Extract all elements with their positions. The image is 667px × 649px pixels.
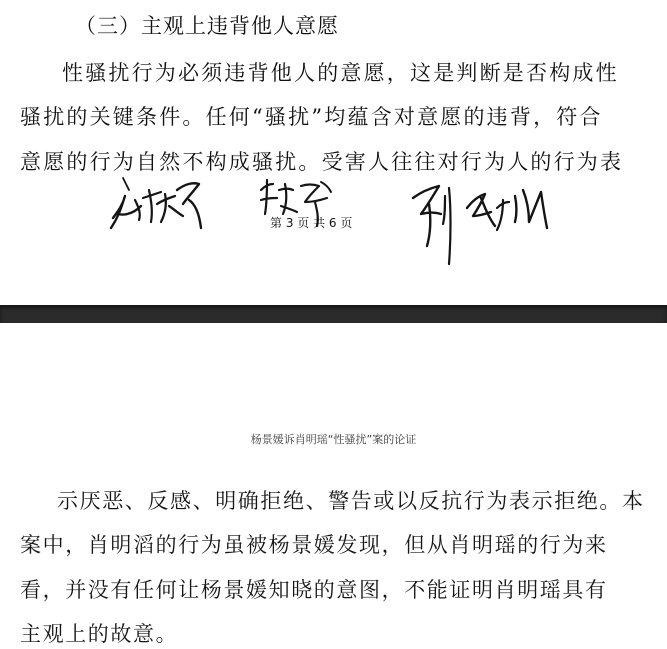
handwritten-signature: [405, 178, 575, 268]
page-number: 第 3 页 共 6 页: [270, 216, 353, 230]
body-text-line: 看，并没有任何让杨景媛知晓的意图，不能证明肖明瑶具有: [20, 578, 608, 602]
body-text-line: 案中，肖明滔的行为虽被杨景媛发现，但从肖明瑶的行为来: [20, 533, 608, 557]
running-header: 杨景媛诉肖明瑶“性骚扰”案的论证: [250, 433, 417, 446]
paragraph-line: 性骚扰行为必须违背他人的意愿，这是判断是否构成性: [62, 61, 619, 85]
page-separator: [0, 305, 667, 323]
section-heading: （三）主观上违背他人意愿: [75, 14, 339, 38]
document-page-upper: [0, 0, 667, 305]
body-text-line: 主观上的故意。: [20, 622, 179, 646]
paragraph-line: 骚扰的关键条件。任何“骚扰”均蕴含对意愿的违背，符合: [20, 105, 603, 129]
body-text-line: 示厌恶、反感、明确拒绝、警告或以反抗行为表示拒绝。本: [57, 489, 645, 513]
handwritten-signature: [105, 170, 215, 242]
document-page-lower: [0, 323, 667, 649]
paragraph-line: 意愿的行为自然不构成骚扰。受害人往往对行为人的行为表: [20, 150, 624, 174]
